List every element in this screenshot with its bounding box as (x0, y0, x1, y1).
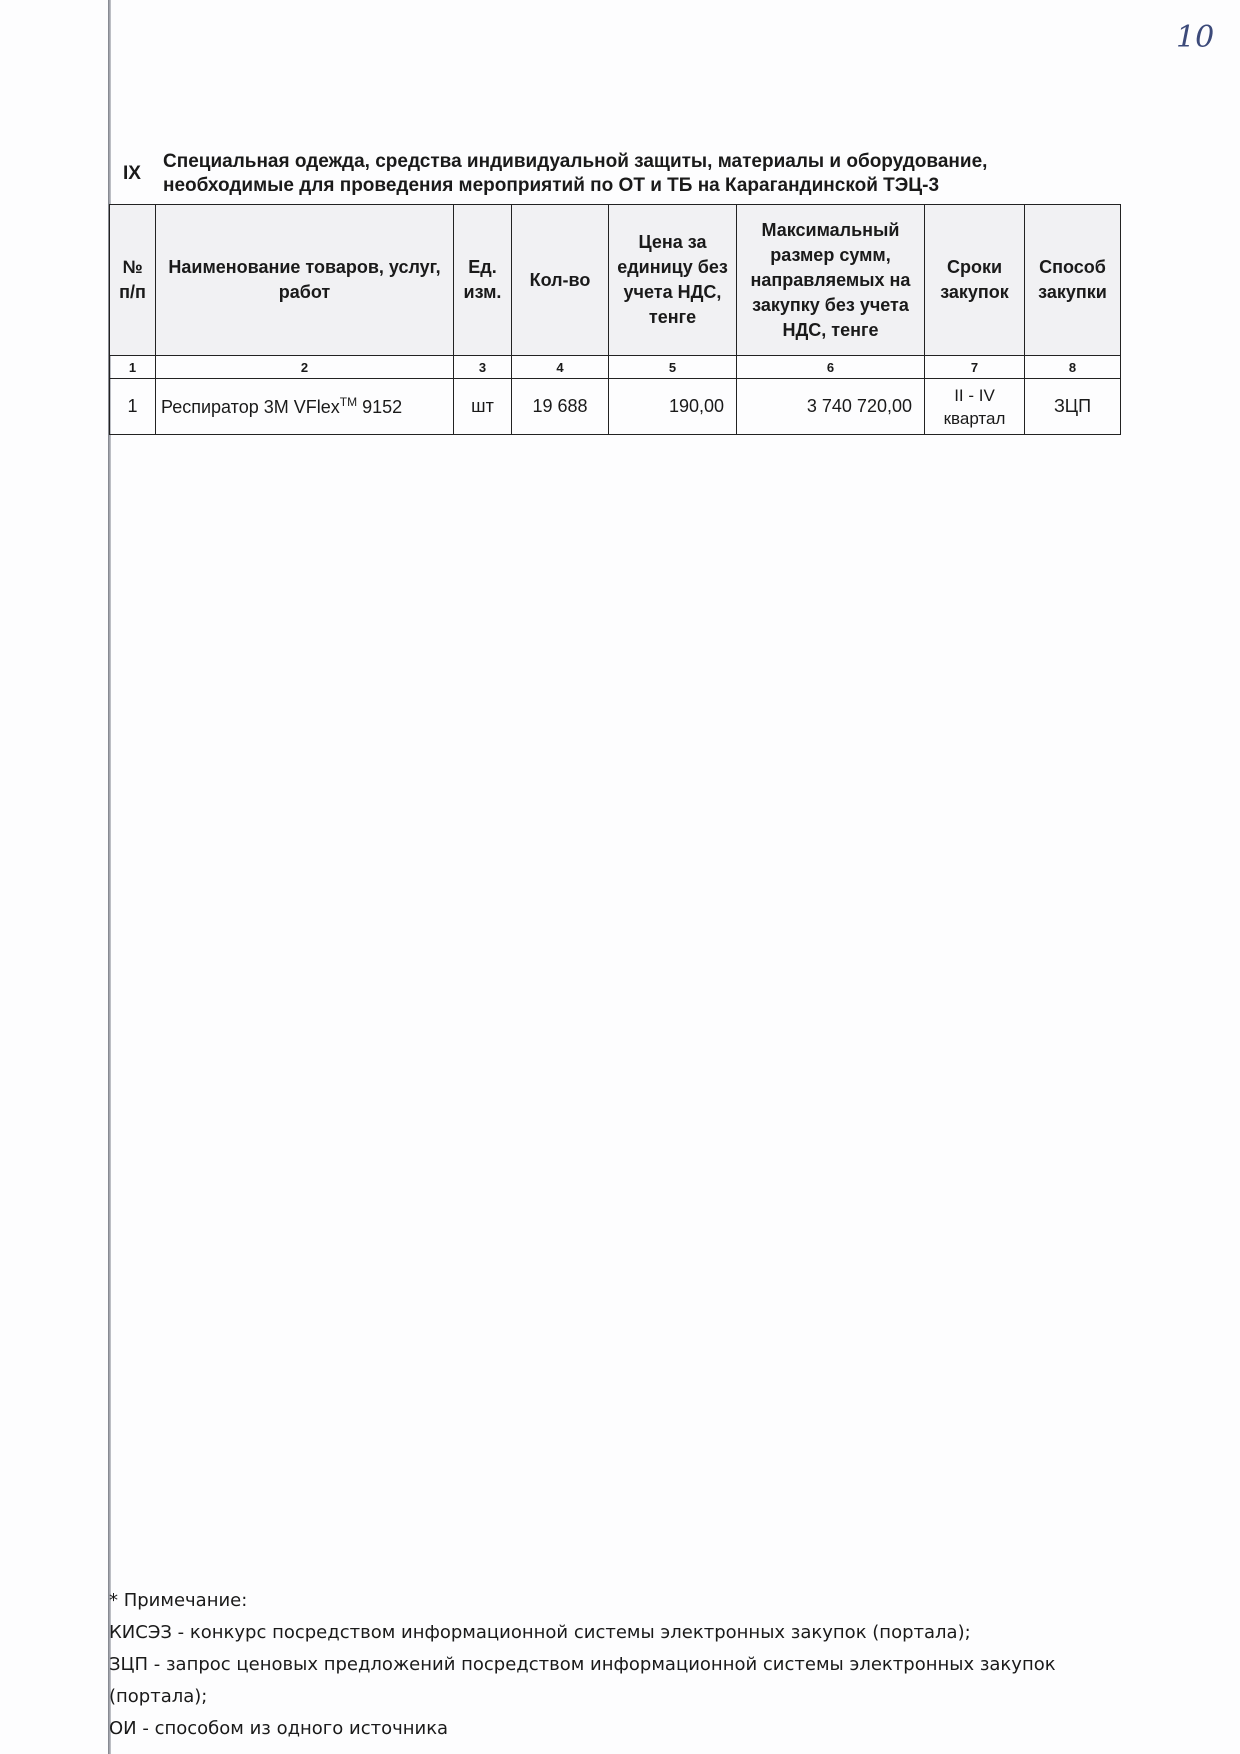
item-unit-price: 190,00 (609, 379, 737, 435)
trademark-superscript: TM (339, 395, 358, 409)
header-cell: Максимальный размер сумм, направляемых на закупку без учета НДС, тенге (737, 205, 925, 356)
header-cell: Цена за единицу без учета НДС, тенге (609, 205, 737, 356)
column-number: 8 (1025, 356, 1121, 379)
header-cell: Наименование товаров, услуг, работ (156, 205, 454, 356)
note-line: КИСЭЗ - конкурс посредством информационной системы электронных закупок (портала); (109, 1622, 971, 1643)
header-cell: Ед. изм. (454, 205, 512, 356)
item-name (156, 379, 454, 435)
column-number: 2 (156, 356, 454, 379)
section-title-line-1: Специальная одежда, средства индивидуальной защиты, материалы и оборудование, (163, 151, 988, 172)
column-number: 6 (737, 356, 925, 379)
section-heading (123, 150, 1023, 198)
handwritten-page-number: 10 (1176, 20, 1215, 55)
footnotes (109, 1585, 1119, 1745)
note-line: ОИ - способом из одного источника (109, 1718, 449, 1739)
section-title (163, 150, 987, 198)
table-row (110, 379, 1121, 435)
item-name-model: 9152 (357, 397, 403, 417)
header-cell: Способ закупки (1025, 205, 1121, 356)
row-number: 1 (110, 379, 156, 435)
table-header-row (110, 205, 1121, 356)
column-number: 7 (925, 356, 1025, 379)
column-number: 4 (512, 356, 609, 379)
item-name-text: Респиратор 3M VFlex (161, 397, 340, 417)
header-cell: Кол-во (512, 205, 609, 356)
column-number-row (110, 356, 1121, 379)
notes-title: * Примечание: (109, 1590, 248, 1611)
header-cell: № п/п (110, 205, 156, 356)
column-number: 5 (609, 356, 737, 379)
column-number: 3 (454, 356, 512, 379)
item-quantity: 19 688 (512, 379, 609, 435)
item-method: ЗЦП (1025, 379, 1121, 435)
note-line: ЗЦП - запрос ценовых предложений посредством информационной системы электронных закупок (портала); (109, 1654, 1056, 1707)
header-cell: Сроки закупок (925, 205, 1025, 356)
item-total: 3 740 720,00 (737, 379, 925, 435)
item-period: II - IV квартал (925, 379, 1025, 435)
procurement-table (109, 204, 1121, 435)
column-number: 1 (110, 356, 156, 379)
section-title-line-2: необходимые для проведения мероприятий по ОТ и ТБ на Карагандинской ТЭЦ-3 (163, 175, 940, 196)
section-number: IX (123, 163, 141, 184)
item-unit: шт (454, 379, 512, 435)
